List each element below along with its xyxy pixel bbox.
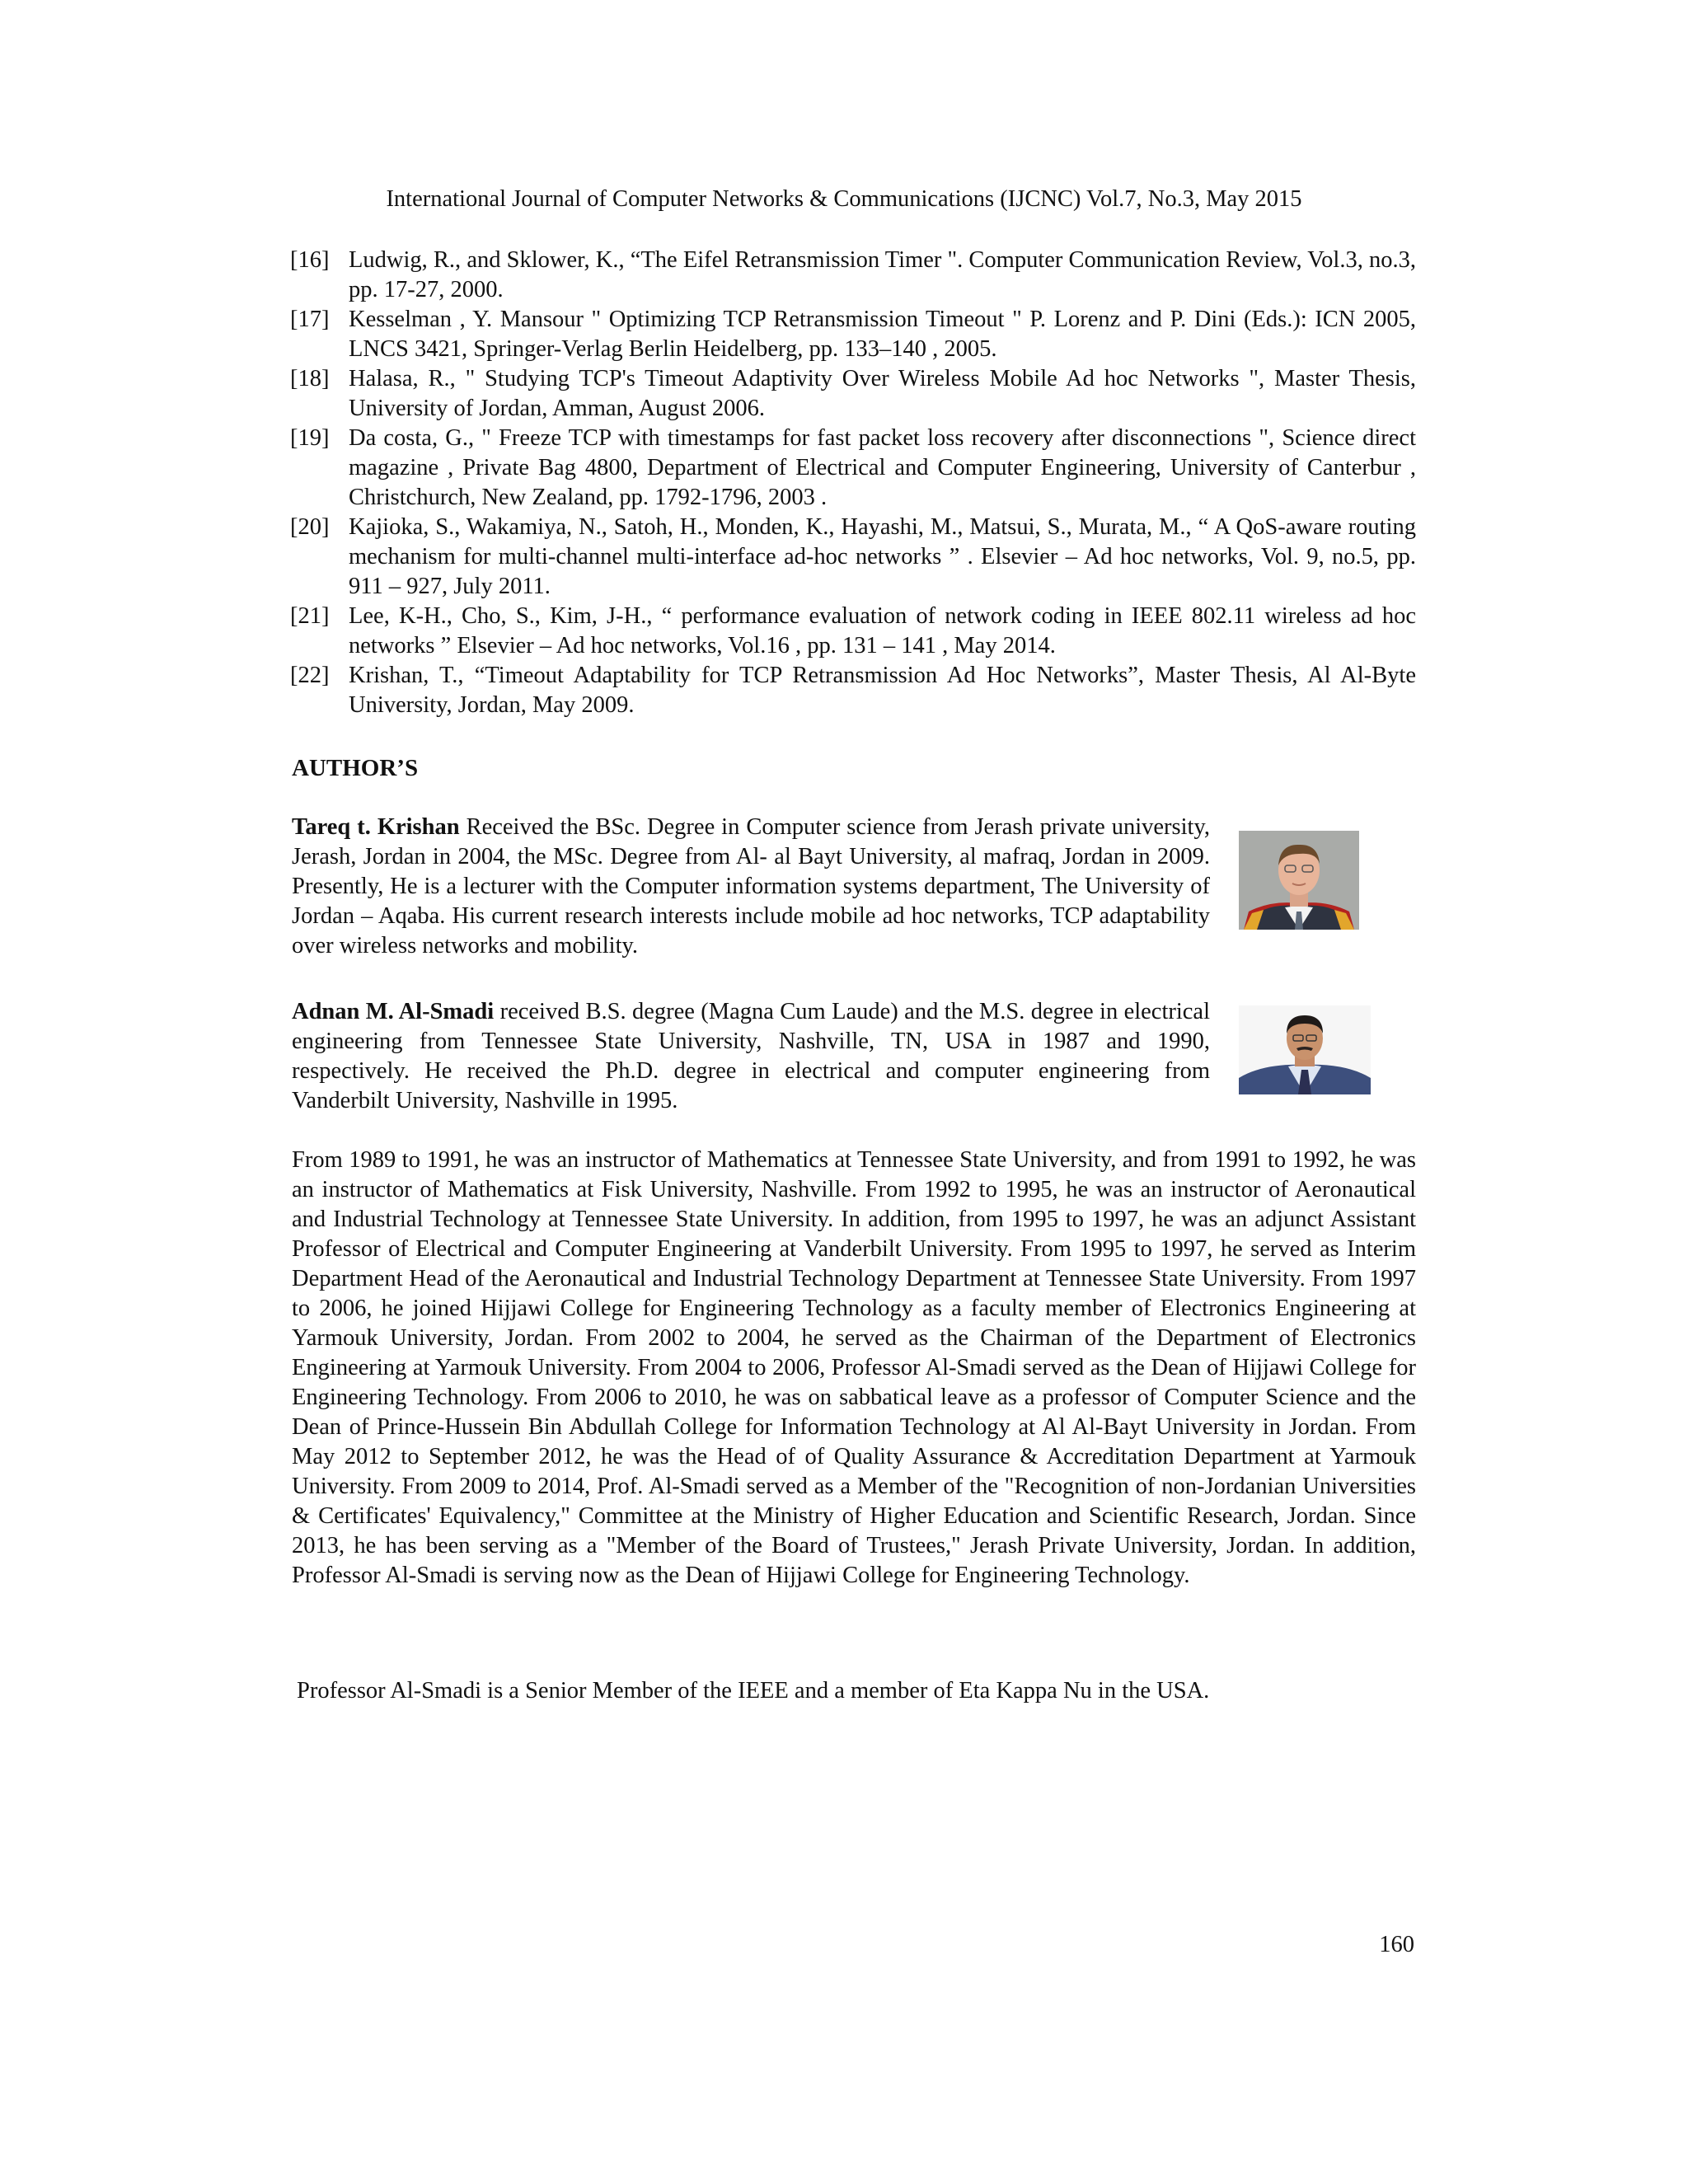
reference-text: Kesselman , Y. Mansour " Optimizing TCP Retransmission Timeout " P. Lorenz and P. Dini (Eds.): ICN 2005, LNCS 3421, Springer-Verlag Berlin Heidelberg, pp. 133–140 , 2005.: [349, 307, 1416, 362]
reference-item: [290, 364, 1416, 424]
author-bio-alsmadi: [292, 997, 1210, 1116]
author-photo-alsmadi: [1239, 1005, 1371, 1094]
reference-text: Kajioka, S., Wakamiya, N., Satoh, H., Monden, K., Hayashi, M., Matsui, S., Murata, M., “ A QoS-aware routing mechanism for multi-channel multi-interface ad-hoc networks ” . Elsevier – Ad hoc networks, Vol. 9, no.5, pp. 911 – 927, July 2011.: [349, 514, 1416, 599]
reference-number: [20]: [290, 514, 330, 540]
reference-number: [16]: [290, 247, 330, 273]
reference-number: [21]: [290, 603, 330, 629]
author-name: Adnan M. Al-Smadi: [292, 999, 495, 1024]
reference-item: [290, 246, 1416, 305]
reference-number: [17]: [290, 307, 330, 332]
references-list: [290, 246, 1416, 720]
reference-number: [19]: [290, 425, 330, 451]
page-number: 160: [1379, 1932, 1414, 1957]
author-name: Tareq t. Krishan: [292, 814, 460, 840]
reference-item: [290, 424, 1416, 513]
reference-number: [22]: [290, 663, 330, 688]
reference-item: [290, 602, 1416, 661]
reference-text: Lee, K-H., Cho, S., Kim, J-H., “ performance evaluation of network coding in IEEE 802.11 wireless ad hoc networks ” Elsevier – Ad hoc networks, Vol.16 , pp. 131 – 141 , May 2014.: [349, 603, 1416, 658]
authors-section-title: AUTHOR’S: [292, 755, 419, 781]
reference-text: Halasa, R., " Studying TCP's Timeout Adaptivity Over Wireless Mobile Ad hoc Networks ", Master Thesis, University of Jordan, Amman, August 2006.: [349, 366, 1416, 421]
reference-item: [290, 661, 1416, 720]
author-career-paragraph: From 1989 to 1991, he was an instructor of Mathematics at Tennessee State University, and from 1991 to 1992, he was an instructor of Mathematics at Fisk University, Nashville. From 1992 to 1995, he was an instructor of Aeronautical and Industrial Technology at Tennessee State University. In addition, from 1995 to 1997, he was an adjunct Assistant Professor of Electrical and Computer Engineering at Vanderbilt University. From 1995 to 1997, he served as Interim Department Head of the Aeronautical and Industrial Technology Department at Tennessee State University. From 1997 to 2006, he joined Hijjawi College for Engineering Technology as a faculty member of Electronics Engineering at Yarmouk University, Jordan. From 2002 to 2004, he served as the Chairman of the Department of Electronics Engineering at Yarmouk University. From 2004 to 2006, Professor Al-Smadi served as the Dean of Hijjawi College for Engineering Technology. From 2006 to 2010, he was on sabbatical leave as a professor of Computer Science and the Dean of Prince-Hussein Bin Abdullah College for Information Technology at Al Al-Bayt University in Jordan. From May 2012 to September 2012, he was the Head of of Quality Assurance & Accreditation Department at Yarmouk University. From 2009 to 2014, Prof. Al-Smadi served as a Member of the "Recognition of non-Jordanian Universities & Certificates' Equivalency," Committee at the Ministry of Higher Education and Scientific Research, Jordan. Since 2013, he has been serving as a "Member of the Board of Trustees," Jerash Private University, Jordan. In addition, Professor Al-Smadi is serving now as the Dean of Hijjawi College for Engineering Technology.: [292, 1147, 1416, 1588]
author-bio-text: Received the BSc. Degree in Computer science from Jerash private university, Jerash, Jordan in 2004, the MSc. Degree from Al- al Bayt University, al mafraq, Jordan in 2009. Presently, He is a lecturer with the Computer information systems department, The University of Jordan – Aqaba. His current research interests include mobile ad hoc networks, TCP adaptability over wireless networks and mobility.: [292, 814, 1210, 958]
reference-text: Ludwig, R., and Sklower, K., “The Eifel Retransmission Timer ". Computer Communication Review, Vol.3, no.3, pp. 17-27, 2000.: [349, 247, 1416, 302]
author-bio-krishan: [292, 813, 1210, 961]
journal-header: International Journal of Computer Networks & Communications (IJCNC) Vol.7, No.3, May 2015: [386, 186, 1302, 212]
reference-item: [290, 305, 1416, 364]
reference-number: [18]: [290, 366, 330, 391]
author-bio-text: received B.S. degree (Magna Cum Laude) and the M.S. degree in electrical engineering from Tennessee State University, Nashville, TN, USA in 1987 and 1990, respectively. He received the Ph.D. degree in electrical and computer engineering from Vanderbilt University, Nashville in 1995.: [292, 999, 1210, 1113]
author-membership-paragraph: Professor Al-Smadi is a Senior Member of the IEEE and a member of Eta Kappa Nu in the USA.: [297, 1678, 1210, 1704]
reference-item: [290, 513, 1416, 602]
reference-text: Da costa, G., " Freeze TCP with timestamps for fast packet loss recovery after disconnections ", Science direct magazine , Private Bag 4800, Department of Electrical and Computer Engineering, University of Canterbur , Christchurch, New Zealand, pp. 1792-1796, 2003 .: [349, 425, 1416, 510]
author-photo-krishan: [1239, 831, 1359, 930]
reference-text: Krishan, T., “Timeout Adaptability for TCP Retransmission Ad Hoc Networks”, Master Thesis, Al Al-Byte University, Jordan, May 2009.: [349, 663, 1416, 718]
